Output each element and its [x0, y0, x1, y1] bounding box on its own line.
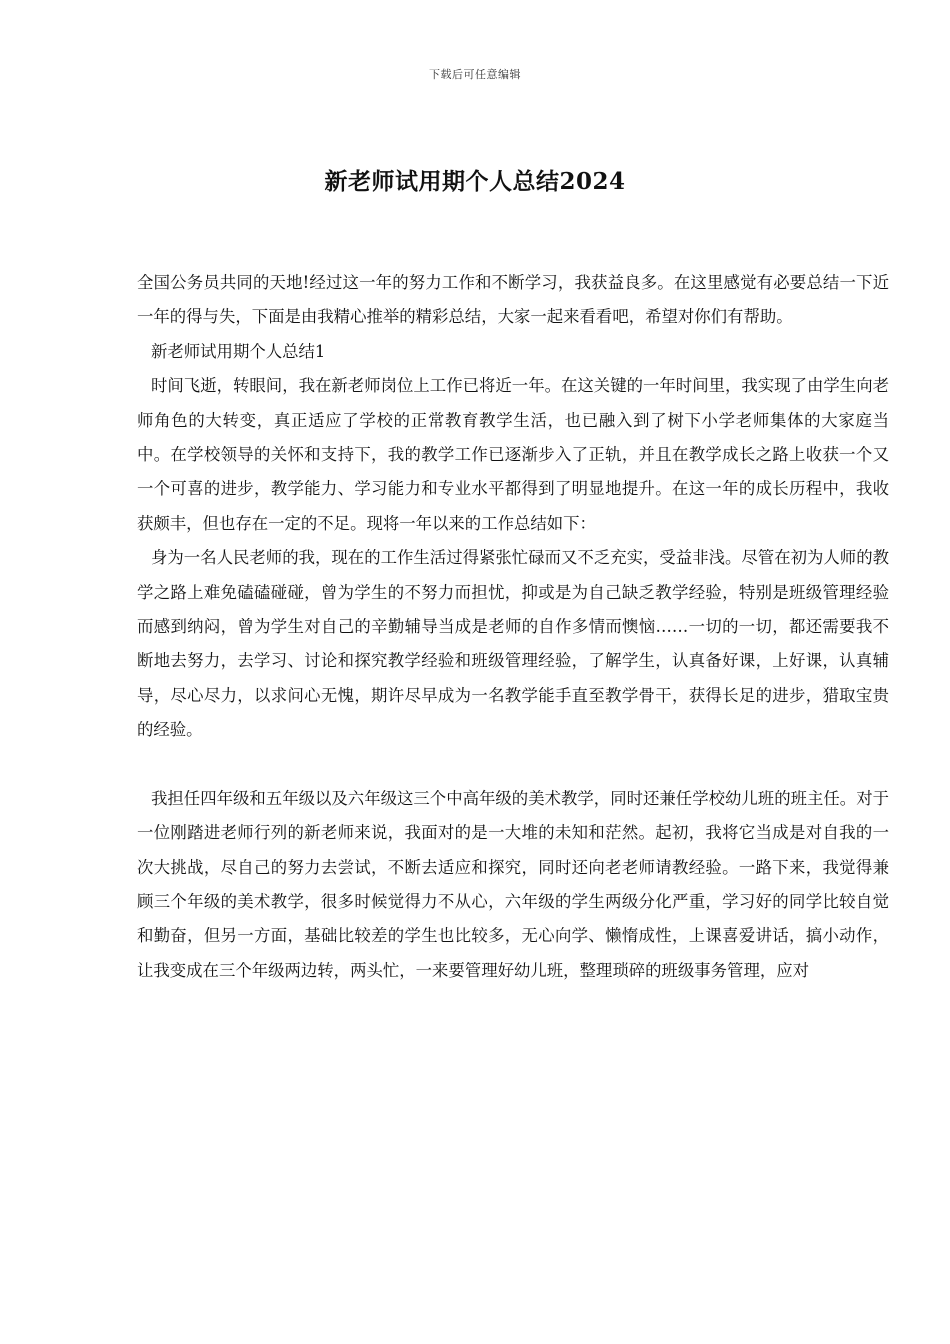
body-paragraph: 我担任四年级和五年级以及六年级这三个中高年级的美术教学，同时还兼任学校幼儿班的班主任。对于一位刚踏进老师行列的新老师来说，我面对的是一大堆的未知和茫然。起初，我将它当成是对自我的一次大挑战，尽自己的努力去尝试，不断去适应和探究，同时还向老老师请教经验。一路下来，我觉得兼顾三个年级的美术教学，很多时候觉得力不从心，六年级的学生两级分化严重，学习好的同学比较自觉和勤奋，但另一方面，基础比较差的学生也比较多，无心向学、懒惰成性，上课喜爱讲话，搞小动作，让我变成在三个年级两边转，两头忙，一来要管理好幼儿班，整理琐碎的班级事务管理，应对: [137, 788, 889, 980]
section-heading: 新老师试用期个人总结1: [151, 341, 326, 361]
document-title: 新老师试用期个人总结2024: [324, 168, 626, 195]
body-paragraph: 身为一名人民老师的我，现在的工作生活过得紧张忙碌而又不乏充实，受益非浅。尽管在初为人师的教学之路上难免磕磕碰碰，曾为学生的不努力而担忧，抑或是为自己缺乏教学经验，特别是班级管理经验而感到纳闷，曾为学生对自己的辛勤辅导当成是老师的自作多情而懊恼……一切的一切，都还需要我不断地去努力，去学习、讨论和探究教学经验和班级管理经验，了解学生，认真备好课，上好课，认真辅导，尽心尽力，以求问心无愧，期许尽早成为一名教学能手直至教学骨干，获得长足的进步，猎取宝贵的经验。: [137, 548, 889, 740]
document-body: [137, 266, 889, 988]
intro-paragraph: 全国公务员共同的天地!经过这一年的努力工作和不断学习，我获益良多。在这里感觉有必要总结一下近一年的得与失，下面是由我精心推举的精彩总结，大家一起来看看吧，希望对你们有帮助。: [137, 273, 889, 327]
body-paragraph: 时间飞逝，转眼间，我在新老师岗位上工作已将近一年。在这关键的一年时间里，我实现了由学生向老师角色的大转变，真正适应了学校的正常教育教学生活，也已融入到了树下小学老师集体的大家庭当中。在学校领导的关怀和支持下，我的教学工作已逐渐步入了正轨，并且在教学成长之路上收获一个又一个可喜的进步，教学能力、学习能力和专业水平都得到了明显地提升。在这一年的成长历程中，我收获颇丰，但也存在一定的不足。现将一年以来的工作总结如下：: [137, 376, 889, 533]
header-note: 下载后可任意编辑: [429, 68, 521, 81]
